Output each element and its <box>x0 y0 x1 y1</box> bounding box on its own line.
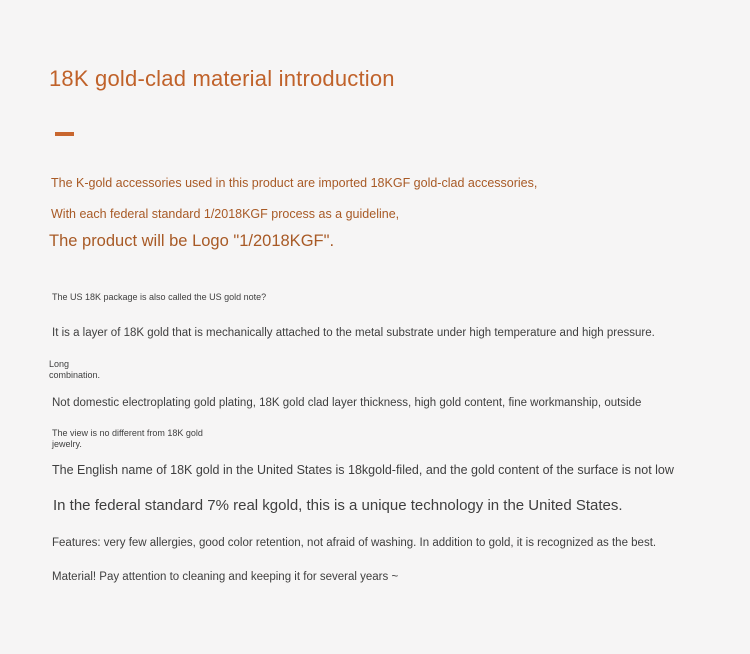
body-paragraph-9: Material! Pay attention to cleaning and keeping it for several years ~ <box>52 571 399 583</box>
intro-line-3: The product will be Logo "1/2018KGF". <box>49 232 335 250</box>
body-paragraph-1: The US 18K package is also called the US gold note? <box>52 292 267 302</box>
body-paragraph-5-line-1: The view is no different from 18K gold <box>52 428 203 438</box>
body-paragraph-8: Features: very few allergies, good color retention, not afraid of washing. In addition to gold, it is recognized as the best. <box>52 537 657 549</box>
body-paragraph-5-line-2: jewelry. <box>52 439 82 449</box>
body-paragraph-2: It is a layer of 18K gold that is mechanically attached to the metal substrate under high temperature and high pressure. <box>52 327 655 339</box>
intro-line-2: With each federal standard 1/2018KGF process as a guideline, <box>51 207 400 221</box>
body-paragraph-3-line-2: combination. <box>49 370 101 380</box>
body-paragraph-4: Not domestic electroplating gold plating, 18K gold clad layer thickness, high gold content, fine workmanship, outside <box>52 397 642 409</box>
title-accent-divider <box>55 132 74 136</box>
body-paragraph-7: In the federal standard 7% real kgold, this is a unique technology in the United States. <box>53 497 623 514</box>
page-title: 18K gold-clad material introduction <box>49 66 395 91</box>
body-paragraph-5 <box>52 428 203 450</box>
intro-line-1: The K-gold accessories used in this product are imported 18KGF gold-clad accessories, <box>51 176 538 190</box>
body-paragraph-6: The English name of 18K gold in the United States is 18kgold-filed, and the gold content of the surface is not low <box>52 463 674 477</box>
body-paragraph-3 <box>49 359 100 381</box>
body-paragraph-3-line-1: Long <box>49 359 70 369</box>
